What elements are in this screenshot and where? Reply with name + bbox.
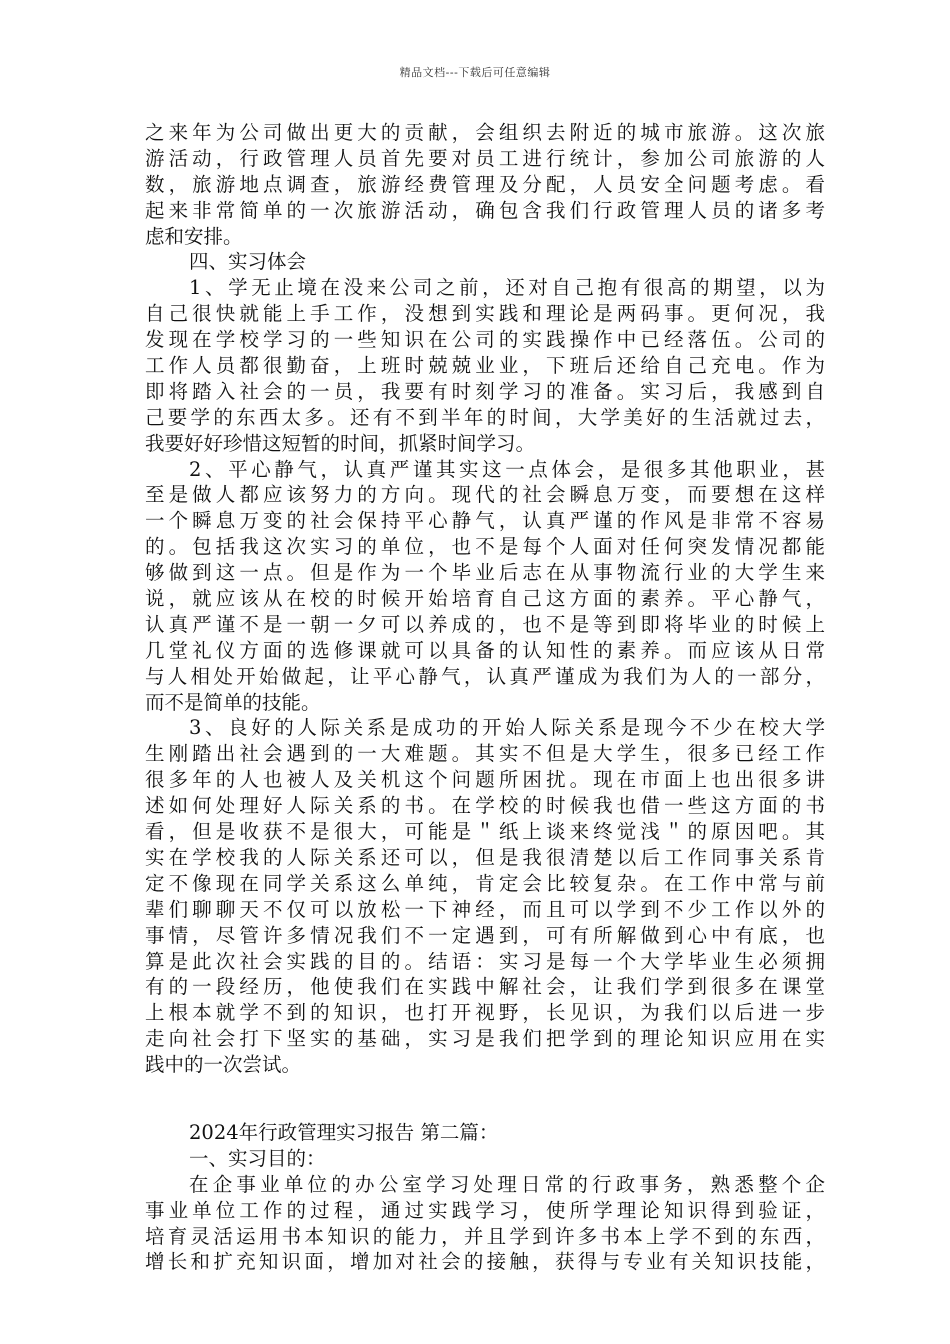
text-line: 几堂礼仪方面的选修课就可以具备的认知性的素养。而应该从日常 <box>145 638 825 662</box>
text-line: 走向社会打下坚实的基础，实习是我们把学到的理论知识应用在实 <box>145 1027 825 1051</box>
text-line: 够做到这一点。但是作为一个毕业后志在从事物流行业的大学生来 <box>145 561 825 585</box>
text-line: 工作人员都很勤奋，上班时兢兢业业，下班后还给自己充电。作为 <box>145 354 825 378</box>
document-body <box>145 120 825 1275</box>
section-heading: 四、实习体会 <box>189 250 307 274</box>
text-line: 与人相处开始做起，让平心静气，认真严谨成为我们为人的一部分， <box>145 664 825 688</box>
text-line: 辈们聊聊天不仅可以放松一下神经，而且可以学到不少工作以外的 <box>145 897 825 921</box>
text-line: 3、良好的人际关系是成功的开始人际关系是现今不少在校大学 <box>189 716 825 740</box>
text-line: 发现在学校学习的一些知识在公司的实践操作中已经落伍。公司的 <box>145 328 825 352</box>
text-line: 践中的一次尝试。 <box>145 1053 302 1077</box>
text-line: 游活动，行政管理人员首先要对员工进行统计，参加公司旅游的人 <box>145 146 825 170</box>
text-line: 定不像现在同学关系这么单纯，肯定会比较复杂。在工作中常与前 <box>145 871 825 895</box>
text-line: 之来年为公司做出更大的贡献，会组织去附近的城市旅游。这次旅 <box>145 121 825 144</box>
text-line: 虑和安排。 <box>145 224 243 248</box>
text-line: 自己很快就能上手工作，没想到实践和理论是两码事。更何况，我 <box>145 302 825 326</box>
text-line: 增长和扩充知识面，增加对社会的接触，获得与专业有关知识技能， <box>145 1250 825 1274</box>
section-heading: 一、实习目的： <box>189 1146 326 1170</box>
text-line: 述如何处理好人际关系的书。在学校的时候我也借一些这方面的书 <box>145 794 825 818</box>
text-line: 2、平心静气，认真严谨其实这一点体会，是很多其他职业，甚 <box>189 457 825 481</box>
text-line: 的。包括我这次实习的单位，也不是每个人面对任何突发情况都能 <box>145 535 825 559</box>
text-line: 算是此次社会实践的目的。结语：实习是每一个大学毕业生必须拥 <box>145 949 825 973</box>
text-line: 培育灵活运用书本知识的能力，并且学到许多书本上学不到的东西， <box>145 1224 825 1248</box>
text-line: 事情，尽管许多情况我们不一定遇到，可有所解做到心中有底，也 <box>145 923 825 947</box>
page-header: 精品文档---下载后可任意编辑 <box>399 66 551 79</box>
text-line: 很多年的人也被人及关机这个问题所困扰。现在市面上也出很多讲 <box>145 768 825 792</box>
text-line: 看，但是收获不是很大，可能是＂纸上谈来终觉浅＂的原因吧。其 <box>145 820 825 844</box>
text-line: 我要好好珍惜这短暂的时间，抓紧时间学习。 <box>145 431 536 455</box>
text-line: 即将踏入社会的一员，我要有时刻学习的准备。实习后，我感到自 <box>145 379 825 403</box>
text-line: 而不是简单的技能。 <box>145 690 321 714</box>
text-line: 上根本就学不到的知识，也打开视野，长见识，为我们以后进一步 <box>145 1001 825 1025</box>
text-line: 己要学的东西太多。还有不到半年的时间，大学美好的生活就过去， <box>145 405 825 429</box>
paragraph-gap <box>145 1078 825 1120</box>
text-line: 事业单位工作的过程，通过实践学习，使所学理论知识得到验证， <box>145 1198 825 1222</box>
text-line: 一个瞬息万变的社会保持平心静气，认真严谨的作风是非常不容易 <box>145 509 825 533</box>
part-title: 2024年行政管理实习报告 第二篇： <box>189 1120 499 1144</box>
text-line: 至是做人都应该努力的方向。现代的社会瞬息万变，而要想在这样 <box>145 483 825 507</box>
text-line: 1、学无止境在没来公司之前，还对自己抱有很高的期望，以为 <box>189 276 825 300</box>
text-line: 生刚踏出社会遇到的一大难题。其实不但是大学生，很多已经工作 <box>145 742 825 766</box>
text-line: 起来非常简单的一次旅游活动，确包含我们行政管理人员的诸多考 <box>145 198 825 222</box>
text-line: 在企事业单位的办公室学习处理日常的行政事务，熟悉整个企 <box>189 1172 825 1196</box>
text-line: 认真严谨不是一朝一夕可以养成的，也不是等到即将毕业的时候上 <box>145 612 825 636</box>
text-line: 数，旅游地点调查，旅游经费管理及分配，人员安全问题考虑。看 <box>145 172 825 196</box>
text-line: 实在学校我的人际关系还可以，但是我很清楚以后工作同事关系肯 <box>145 845 825 869</box>
text-line: 说，就应该从在校的时候开始培育自己这方面的素养。平心静气， <box>145 587 825 611</box>
text-line: 有的一段经历，他使我们在实践中解社会，让我们学到很多在课堂 <box>145 975 825 999</box>
